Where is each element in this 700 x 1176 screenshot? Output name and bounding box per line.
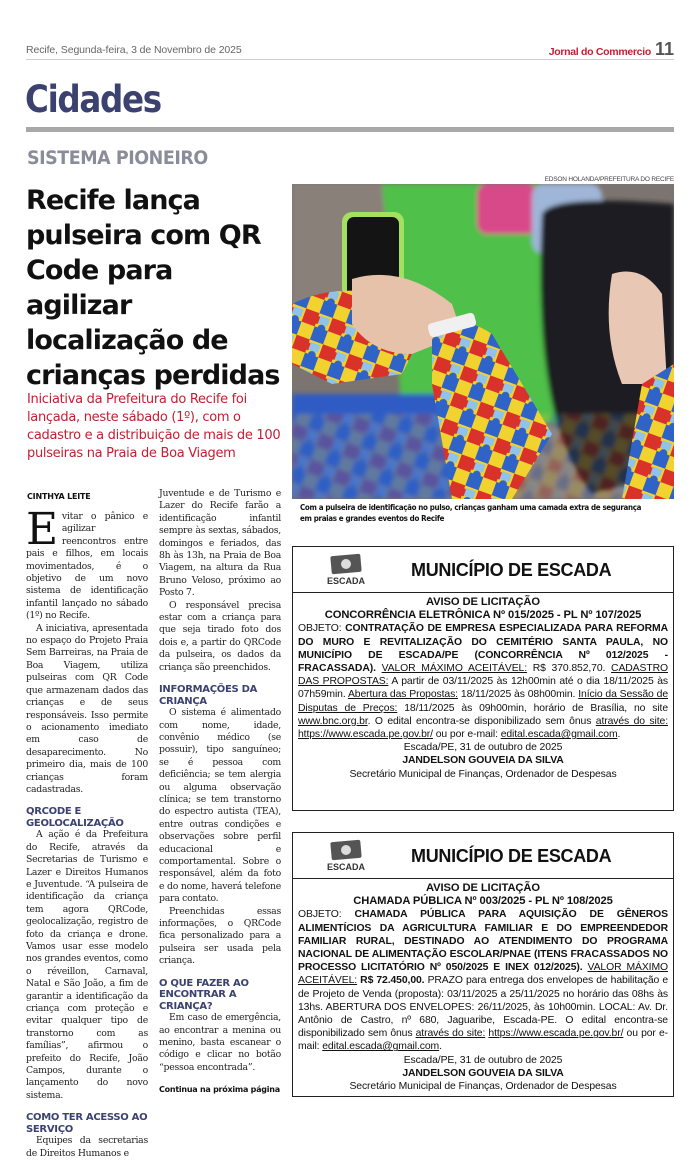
objeto-text: CONTRATAÇÃO DE EMPRESA ESPECIALIZADA PARA REFORMA DO MURO E REVITALIZAÇÃO DO CEMITÉRIO SANTA PAULA, NO MUNICÍPIO DE ESCADA/PE (CONCORRÊNCIA Nº 012/2025 - FRACASSADA). [298, 623, 668, 675]
atraves-label: através do site: [415, 1028, 486, 1040]
photo-credit: EDSON HOLANDA/PREFEITURA DO RECIFE [544, 176, 674, 183]
byline: CINTHYA LEITE [27, 492, 91, 501]
article-column-1 [26, 504, 148, 1160]
cadastro-label: CADASTRO DAS PROPOSTAS: [298, 663, 668, 688]
sessao-label: Início da Sessão de Disputas de Preços: [298, 689, 668, 714]
bnc-site-link[interactable]: www.bnc.org.br [298, 715, 368, 727]
section-title: Cidades [25, 78, 161, 121]
signer-role: Secretário Municipal de Finanças, Ordenador de Despesas [349, 768, 617, 780]
notice-title: MUNICÍPIO DE ESCADA [411, 560, 612, 580]
escada-url-link[interactable]: https://www.escada.pe.gov.br/ [488, 1028, 624, 1040]
legal-notice-1 [292, 546, 674, 811]
page-number: 11 [654, 39, 674, 59]
paragraph: Equipes da secretarias de Direitos Humanos e [26, 1135, 148, 1159]
paragraph: Em caso de emergência, ao encontrar a menina ou menino, basta escanear o código e clicar no botão “pessoa encontrada”. [159, 1012, 281, 1073]
signer-name: JANDELSON GOUVEIA DA SILVA [402, 755, 564, 767]
notice-title: MUNICÍPIO DE ESCADA [411, 846, 612, 866]
article-subheadline: Iniciativa da Prefeitura do Recife foi lançada, neste sábado (1º), com o cadastro e a distribuição de mais de 100 pulseiras na Praia de Boa Viagem [27, 392, 281, 461]
subheading: QRCODE E GEOLOCALIZAÇÃO [26, 806, 124, 829]
email-link[interactable]: edital.escada@gmail.com [322, 1041, 440, 1053]
escada-logo-icon [321, 839, 371, 875]
subheading: COMO TER ACESSO AO SERVIÇO [26, 1112, 148, 1135]
notice-text: OBJETO: CHAMADA PÚBLICA PARA AQUISIÇÃO DE GÊNEROS ALIMENTÍCIOS DA AGRICULTURA FAMILIAR E DO EMPREENDEDOR FAMILIAR RURAL, DESTINADO AO ATENDIMENTO DO PROGRAMA NACIONAL DE ALIMENTAÇÃO ESCOLAR/PNAE (ITENS FRACASSADOS NO PROCESSO LICITATÓRIO Nº 050/2025 E INEX 012/2025). VALOR MÁXIMO ACEITÁVEL: R$ 72.450,00. PRAZO para entrega dos envelopes de habilitação e de Projeto de Venda (proposta): 03/11/2025 a 25/11/2025 no horário das 08hs às 13hs. ABERTURA DOS ENVELOPES: 26/11/2025, às 10h00min. LOCAL: Av. Dr. Antônio de Castro, nº 680, Jaguaribe, Escada-PE. O edital encontra-se disponibilizado sem ônus através do site: https://www.escada.pe.gov.br/ ou por e-mail: edital.escada@gmail.com. [298, 909, 669, 1053]
paragraph: O sistema é alimentado com nome, idade, convênio médico (se possuir), tipo sanguíneo; se é pessoa com deficiência; se tem alergia ou alguma observação clínica; se tem transtorno do espectro autista (TEA), entre outras condições e observações sobre perfil educacional e comportamental. Sobre o responsável, além da foto e do nome, haverá telefone para contato. [159, 707, 281, 905]
edital-text: . O edital encontra-se disponibilizado sem ônus [367, 715, 592, 727]
abertura-label: Abertura das Propostas: [347, 689, 458, 701]
notice-body [293, 879, 673, 1093]
article-kicker: SISTEMA PIONEIRO [27, 147, 208, 169]
signer-name: JANDELSON GOUVEIA DA SILVA [402, 1067, 564, 1079]
objeto-label: OBJETO: [298, 909, 342, 921]
email-link[interactable]: edital.escada@gmail.com [500, 729, 618, 741]
objeto-label: OBJETO: [298, 623, 342, 635]
paragraph: O responsável precisa estar com a criança para que seja tirado foto dos dois e, a partir do QRCode da pulseira, os dados da criança são preenchidos. [159, 599, 281, 673]
notice-subheading: CHAMADA PÚBLICA Nº 003/2025 - PL Nº 108/2025 [353, 895, 613, 908]
prazo-text: PRAZO para entrega dos envelopes de habilitação e de Projeto de Venda (proposta): 03/11/2025 a 25/11/2025 no horário das 08hs às 13hs. ABERTURA DOS ENVELOPES: 26/11/2025, às 10h00min. LOCAL: Av. Dr. Antônio de Castro, nº 680, Jaguaribe, Escada-PE. O edital encontra-se disponibilizado sem ônus [298, 975, 669, 1040]
paragraph: Preenchidas essas informações, o QRCode fica personalizado para a pulseira ser usada pela criança. [159, 905, 281, 967]
valor-label: VALOR MÁXIMO ACEITÁVEL: [298, 962, 668, 987]
abertura-text: 18/11/2025 às 08h00min. [460, 689, 576, 701]
continued-link[interactable]: Continua na próxima página [159, 1085, 280, 1095]
notice-heading: AVISO DE LICITAÇÃO [425, 882, 540, 894]
article-column-2 [159, 488, 281, 1097]
place-date: Escada/PE, 31 de outubro de 2025 [403, 1054, 563, 1066]
sessao-text: 18/11/2025 às 09h00min, horário de Brasília, no site [404, 702, 668, 714]
subheading: INFORMAÇÕES DA CRIANÇA [159, 684, 258, 707]
notice-subheading: CONCORRÊNCIA ELETRÔNICA Nº 015/2025 - PL Nº 107/2025 [324, 609, 642, 622]
paragraph: A ação é da Prefeitura do Recife, através da Secretarias de Turismo e Lazer e Direitos Humanos e Juventude. “A pulseira de identificação da criança tem agora QRCode, geolocalização, registro de foto da criança e drone. Vamos usar esse modelo nos grandes eventos, como o réveillon, Carnaval, Natal e São João, a fim de garantir a identificação da criança com proteção e evitar qualquer tipo de transtorno com as famílias”, afirmou o prefeito do Recife, João Campos, durante o lançamento do novo sistema. [26, 829, 148, 1101]
signer-role: Secretário Municipal de Finanças, Ordenador de Despesas [349, 1081, 617, 1093]
escada-logo-icon [321, 553, 371, 589]
valor-label: VALOR MÁXIMO ACEITÁVEL: [381, 663, 528, 675]
paragraph-text: vitar o pânico e agilizar reencontros entre pais e filhos, em locais movimentados, é o objetivo de um novo sistema de identificação infantil lançado no sábado (1º) no Recife. [26, 511, 148, 622]
valor-value: R$ 370.852,70. [532, 663, 606, 675]
notice-text: OBJETO: CONTRATAÇÃO DE EMPRESA ESPECIALIZADA PARA REFORMA DO MURO E REVITALIZAÇÃO DO CEMITÉRIO SANTA PAULA, NO MUNICÍPIO DE ESCADA/PE (CONCORRÊNCIA Nº 012/2025 - FRACASSADA). VALOR MÁXIMO ACEITÁVEL: R$ 370.852,70. CADASTRO DAS PROPOSTAS: A partir de 03/11/2025 às 12h00min até o dia 18/11/2025 às 07h59min. Abertura das Propostas: 18/11/2025 às 08h00min. Início da Sessão de Disputas de Preços: 18/11/2025 às 09h00min, horário de Brasília, no site www.bnc.org.br. O edital encontra-se disponibilizado sem ônus através do site: https://www.escada.pe.gov.br/ ou por e-mail: edital.escada@gmail.com. [298, 623, 669, 741]
paragraph: Juventude e de Turismo e Lazer do Recife farão a identificação infantil sempre às sextas, sábados, domingos e feriados, das 8h às 13h, na Praia de Boa Viagem, na altura da Rua Bruno Veloso, próximo ao Posto 7. [159, 488, 281, 599]
subheading: O QUE FAZER AO ENCONTRAR A CRIANÇA? [159, 977, 249, 1012]
objeto-text: CHAMADA PÚBLICA PARA AQUISIÇÃO DE GÊNEROS ALIMENTÍCIOS DA AGRICULTURA FAMILIAR E DO EMPREENDEDOR FAMILIAR RURAL, DESTINADO AO ATENDIMENTO DO PROGRAMA NACIONAL DE ALIMENTAÇÃO ESCOLAR/PNAE (ITENS FRACASSADOS NO PROCESSO LICITATÓRIO Nº 050/2025 E INEX 012/2025). [298, 909, 668, 974]
place-date: Escada/PE, 31 de outubro de 2025 [403, 742, 563, 754]
notice-body [293, 593, 673, 781]
cadastro-text: A partir de 03/11/2025 às 12h00min até o dia 18/11/2025 às 07h59min. [298, 676, 669, 701]
article-photo [292, 184, 674, 499]
valor-value: R$ 72.450,00. [360, 975, 425, 987]
section-divider [26, 127, 674, 132]
email-label: ou por e-mail: [298, 1028, 668, 1053]
page-header [26, 39, 674, 60]
legal-notice-2 [292, 832, 674, 1097]
svg-text:ESCADA: ESCADA [326, 862, 366, 872]
escada-url-link[interactable]: https://www.escada.pe.gov.br/ [298, 729, 433, 741]
edition-date: Recife, Segunda-feira, 3 de Novembro de 2025 [26, 44, 242, 56]
drop-cap: E [26, 504, 58, 555]
notice-heading: AVISO DE LICITAÇÃO [425, 596, 540, 608]
article-headline: Recife lança pulseira com QR Code para agilizar localização de crianças perdidas [26, 185, 280, 391]
photo-caption: Com a pulseira de identificação no pulso, crianças ganham uma camada extra de segurança em praias e grandes eventos do Recife [300, 503, 642, 523]
atraves-label: através do site: [595, 715, 668, 727]
paragraph [26, 504, 148, 623]
masthead [549, 39, 674, 60]
newspaper-name: Jornal do Commercio [548, 46, 651, 58]
email-label: ou por e-mail: [435, 729, 498, 741]
notice-header [293, 833, 673, 879]
notice-header [293, 547, 673, 593]
svg-text:ESCADA: ESCADA [326, 576, 366, 586]
paragraph: A iniciativa, apresentada no espaço do Projeto Praia Sem Barreiras, na Praia de Boa Viagem, utiliza pulseiras com QR Code que armazenam dados das crianças e de seus responsáveis. Isso permite o acionamento imediato em caso de desaparecimento. No primeiro dia, mais de 100 crianças foram cadastradas. [26, 622, 148, 795]
photo-illustration [292, 184, 674, 499]
